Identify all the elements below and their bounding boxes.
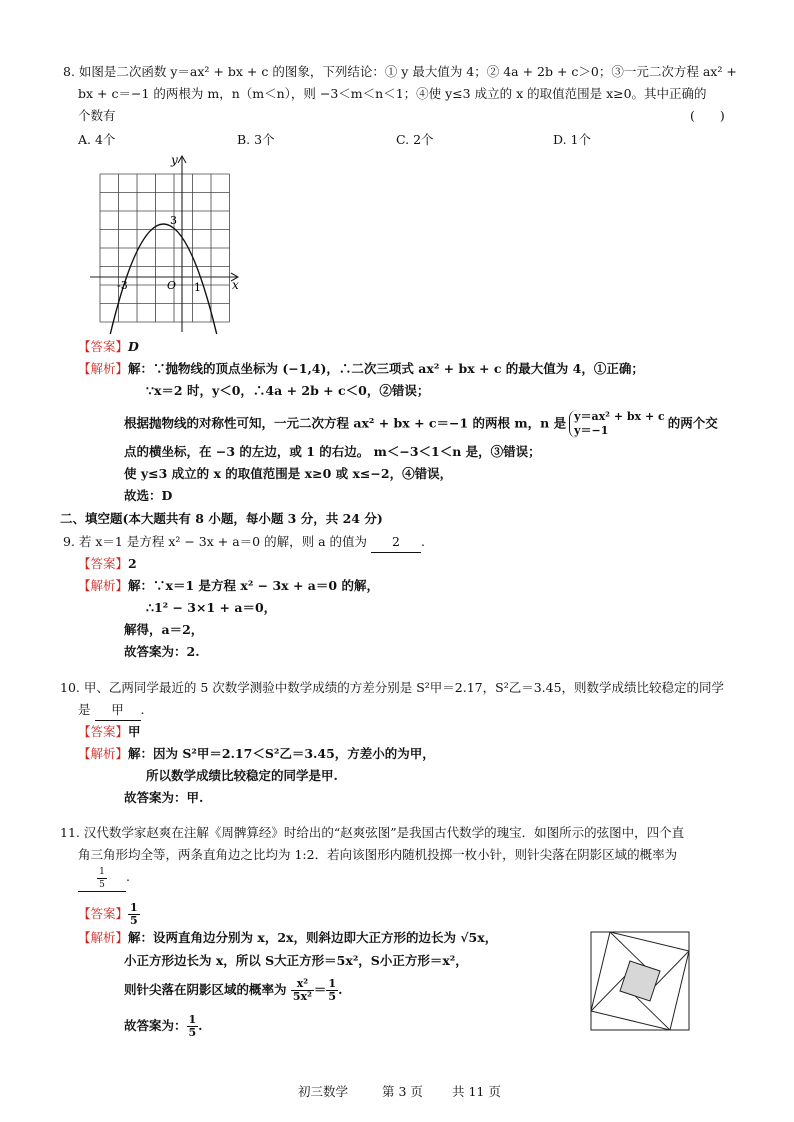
q8-option-d: D. 1个	[553, 132, 591, 147]
parabola-graph	[88, 150, 248, 335]
tick-label-1: 1	[194, 281, 201, 294]
q10-stem-end: .	[140, 702, 145, 717]
system-eq1: y＝ax² + bx + c	[574, 410, 665, 423]
q11-blank-fraction	[78, 866, 126, 892]
q10-sol2: 所以数学成绩比较稳定的同学是甲.	[146, 768, 338, 783]
q11-sol3a: 则针尖落在阴影区域的概率为	[124, 982, 287, 997]
q11-f1-den: 5x²	[292, 990, 312, 1003]
q11-answer-fraction	[128, 902, 140, 927]
q11-answer-num: 1	[130, 901, 138, 914]
q9-sol3: 解得，a＝2，	[124, 622, 204, 637]
equation-system	[569, 410, 665, 438]
q11-fraction-3	[187, 1014, 199, 1039]
q8-answer-paren: ( )	[690, 108, 725, 123]
q11-sol3-end: .	[338, 982, 343, 997]
footer-subject: 初三数学	[298, 1084, 349, 1099]
q8-option-c: C. 2个	[396, 132, 434, 147]
q11-answer-den: 5	[130, 914, 138, 927]
q11-f1-num: x²	[291, 978, 314, 991]
q11-fraction-1	[291, 978, 314, 1003]
q11-blank: $\frac{1}{5}$ .	[78, 866, 130, 892]
q8-sol4: 点的横坐标，在 −3 的左边，或 1 的右边。 m＜−3＜1＜n 是，③错误；	[124, 444, 541, 459]
answer-tag: 【答案】	[78, 556, 129, 571]
answer-tag: 【答案】	[78, 906, 129, 921]
q10-sol3: 故答案为：甲.	[124, 790, 204, 805]
q11-sol4	[124, 1014, 203, 1039]
y-axis-label: y	[171, 153, 178, 167]
analysis-tag: 【解析】	[78, 930, 129, 945]
q10-answer-value: 甲	[128, 724, 141, 739]
q9-sol1: 解：∵x＝1 是方程 x² − 3x + a＝0 的解，	[128, 578, 379, 593]
q8-sol3a: 根据抛物线的对称性可知，一元二次方程 ax² + bx + c＝−1 的两根 m，n 是	[124, 415, 567, 431]
q10-stem-line2	[78, 700, 144, 721]
q8-stem-line3: 个数有	[78, 108, 116, 123]
q11-fraction-2	[326, 978, 338, 1003]
q8-stem-line1: 8. 如图是二次函数 y＝ax² + bx + c 的图象，下列结论：① y 最大值为 4；② 4a + 2b + c＞0；③一元二次方程 ax² +	[63, 64, 737, 79]
q11-answer	[78, 902, 140, 927]
q8-stem-line2: bx + c＝−1 的两根为 m，n（m＜n），则 −3＜m＜n＜1；④使 y≤3 成立的 x 的取值范围是 x≥0。其中正确的	[78, 86, 707, 101]
q11-stem-line2: 角三角形均全等，两条直角边之比均为 1:2．若向该图形内随机投掷一枚小针，则针尖落在阴影区域的概率为	[78, 847, 678, 862]
q9-answer	[78, 554, 137, 574]
tick-label-neg3: -3	[117, 279, 128, 292]
q11-analysis-line1	[78, 928, 497, 948]
section-title: 二、填空题(本大题共有 8 小题，每小题 3 分，共 24 分)	[60, 511, 383, 526]
q11-sol2: 小正方形边长为 x，所以 S大正方形＝5x²，S小正方形＝x²，	[124, 953, 468, 968]
q11-f2-den: 5	[328, 990, 337, 1003]
tick-label-3: 3	[170, 214, 177, 227]
q9-stem	[63, 532, 425, 553]
q8-sol1: 解：∵抛物线的顶点坐标为 (−1,4)，∴二次三项式 ax² + bx + c 的最大值为 4，①正确；	[128, 361, 644, 376]
q11-f2-num: 1	[328, 977, 337, 990]
q9-blank: 2	[371, 532, 421, 553]
q8-analysis-line1	[78, 359, 644, 379]
q11-stem-line1: 11. 汉代数学家赵爽在注解《周髀算经》时给出的“赵爽弦图”是我国古代数学的瑰宝．如图所示的弦图中，四个直	[60, 825, 685, 840]
q11-f3-den: 5	[188, 1026, 197, 1039]
q11-sol1: 解：设两直角边分别为 x，2x，则斜边即大正方形的边长为 √5x，	[128, 930, 498, 945]
answer-tag: 【答案】	[78, 339, 129, 354]
q10-stem-line1: 10. 甲、乙两同学最近的 5 次数学测验中数学成绩的方差分别是 S²甲＝2.17，S²乙＝3.45，则数学成绩比较稳定的同学	[60, 680, 725, 695]
footer-page: 第 3 页	[382, 1084, 423, 1099]
q9-analysis-line1	[78, 576, 379, 596]
q8-sol3	[124, 410, 718, 438]
q8-answer-value: D	[128, 339, 139, 354]
q11-sol4-end: .	[198, 1018, 203, 1033]
zhao-shuang-diagram	[590, 931, 690, 1031]
q8-option-b: B. 3个	[237, 132, 275, 147]
q8-answer	[78, 337, 139, 357]
q8-sol5: 使 y≤3 成立的 x 的取值范围是 x≥0 或 x≤−2，④错误，	[124, 466, 453, 481]
analysis-tag: 【解析】	[78, 361, 129, 376]
q9-answer-value: 2	[128, 556, 137, 571]
q11-equals: ＝	[313, 982, 327, 997]
footer-total: 共 11 页	[452, 1084, 501, 1099]
q11-blank-num: 1	[99, 867, 105, 877]
answer-tag: 【答案】	[78, 724, 129, 739]
x-axis-label: x	[232, 278, 239, 292]
q8-sol3b: 的两个交	[667, 415, 718, 431]
q11-blank-den: 5	[99, 880, 105, 890]
origin-label: O	[167, 279, 177, 292]
q10-analysis-line1	[78, 744, 435, 764]
q11-f3-num: 1	[188, 1013, 197, 1026]
q8-sol6: 故选：D	[124, 488, 173, 503]
q11-sol3	[124, 978, 342, 1003]
q8-sol2: ∵x＝2 时，y＜0，∴4a + 2b + c＜0，②错误；	[146, 383, 430, 398]
analysis-tag: 【解析】	[78, 746, 129, 761]
analysis-tag: 【解析】	[78, 578, 129, 593]
system-eq2: y＝−1	[574, 424, 609, 437]
q11-sol4a: 故答案为：	[124, 1018, 187, 1033]
q10-stem-text: 是	[78, 702, 91, 717]
q9-stem-end: .	[421, 534, 425, 549]
q10-blank: 甲	[95, 700, 141, 721]
q10-sol1: 解：因为 S²甲＝2.17＜S²乙＝3.45，方差小的为甲，	[128, 746, 435, 761]
q8-option-a: A. 4个	[78, 132, 116, 147]
q9-stem-text: 9. 若 x＝1 是方程 x² − 3x + a＝0 的解，则 a 的值为	[63, 534, 368, 549]
q9-sol2: ∴1² − 3×1 + a＝0，	[146, 600, 277, 615]
q10-answer	[78, 722, 141, 742]
q9-sol4: 故答案为：2.	[124, 644, 200, 659]
